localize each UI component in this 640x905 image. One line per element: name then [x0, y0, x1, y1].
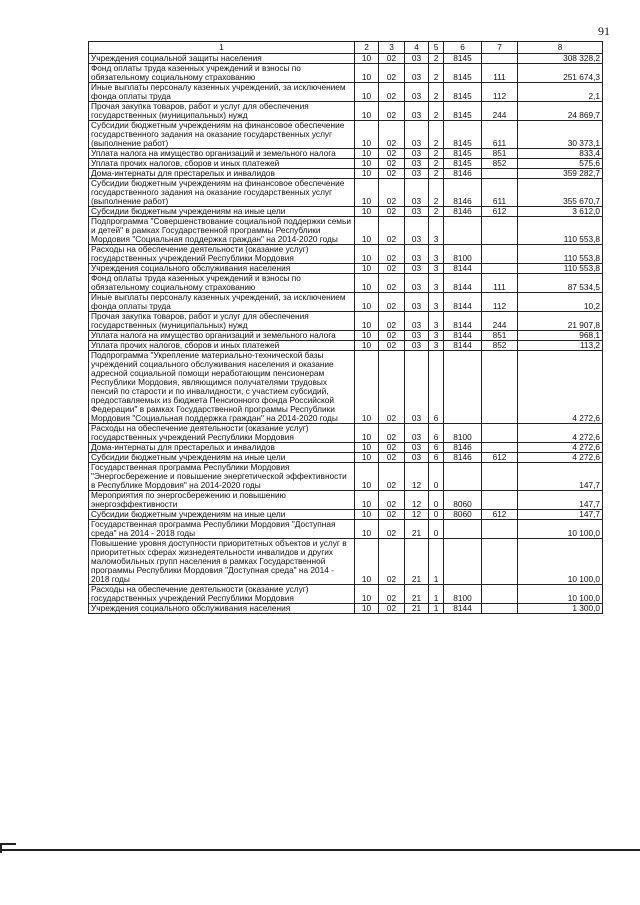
code-section: 10	[355, 463, 379, 491]
table-row	[89, 149, 603, 159]
code-subsection: 02	[379, 351, 405, 424]
code-expense-type: 611	[482, 179, 518, 207]
row-amount: 833,4	[518, 149, 603, 159]
code-subsection: 02	[379, 121, 405, 149]
row-name: Расходы на обеспечение деятельности (оказание услуг) государственных учреждений Республики Мордовия	[89, 424, 355, 443]
code-subprogram: 3	[429, 217, 444, 245]
code-expense-type: 851	[482, 149, 518, 159]
row-amount: 147,7	[518, 463, 603, 491]
row-amount: 4 272,6	[518, 424, 603, 443]
row-name: Расходы на обеспечение деятельности (оказание услуг) государственных учреждений Республики Мордовия	[89, 585, 355, 604]
table-row	[89, 510, 603, 520]
header-cell: 5	[429, 42, 444, 54]
row-name: Уплата прочих налогов, сборов и иных платежей	[89, 159, 355, 169]
code-item: 8144	[444, 341, 482, 351]
code-expense-type: 612	[482, 207, 518, 217]
code-item: 8144	[444, 604, 482, 614]
code-program: 03	[405, 149, 429, 159]
code-program: 03	[405, 121, 429, 149]
code-item: 8060	[444, 510, 482, 520]
table-row	[89, 245, 603, 264]
code-program: 03	[405, 245, 429, 264]
table-row	[89, 424, 603, 443]
code-subprogram: 2	[429, 159, 444, 169]
table-row	[89, 351, 603, 424]
code-section: 10	[355, 424, 379, 443]
code-subsection: 02	[379, 463, 405, 491]
code-program: 03	[405, 274, 429, 293]
row-amount: 110 553,8	[518, 264, 603, 274]
table-body	[89, 54, 603, 614]
table-row	[89, 207, 603, 217]
code-expense-type	[482, 424, 518, 443]
row-amount: 24 869,7	[518, 102, 603, 121]
code-section: 10	[355, 331, 379, 341]
code-section: 10	[355, 520, 379, 539]
code-item: 8144	[444, 331, 482, 341]
code-program: 03	[405, 64, 429, 83]
code-expense-type	[482, 264, 518, 274]
code-expense-type: 112	[482, 293, 518, 312]
code-expense-type	[482, 443, 518, 453]
code-program: 03	[405, 312, 429, 331]
code-item: 8100	[444, 585, 482, 604]
code-section: 10	[355, 83, 379, 102]
code-section: 10	[355, 54, 379, 64]
table-row	[89, 341, 603, 351]
code-subprogram: 6	[429, 453, 444, 463]
table-row	[89, 217, 603, 245]
code-subprogram: 0	[429, 463, 444, 491]
code-section: 10	[355, 274, 379, 293]
code-program: 03	[405, 83, 429, 102]
code-subprogram: 0	[429, 491, 444, 510]
code-item: 8146	[444, 179, 482, 207]
header-cell: 7	[482, 42, 518, 54]
code-subprogram: 2	[429, 149, 444, 159]
table-row	[89, 274, 603, 293]
code-section: 10	[355, 491, 379, 510]
code-subsection: 02	[379, 293, 405, 312]
code-subsection: 02	[379, 83, 405, 102]
code-item: 8060	[444, 491, 482, 510]
page-number: 91	[598, 24, 610, 38]
code-subsection: 02	[379, 443, 405, 453]
code-subprogram: 3	[429, 274, 444, 293]
code-program: 03	[405, 331, 429, 341]
code-item	[444, 351, 482, 424]
code-section: 10	[355, 169, 379, 179]
code-expense-type	[482, 169, 518, 179]
code-program: 12	[405, 491, 429, 510]
code-subsection: 02	[379, 341, 405, 351]
table-row	[89, 585, 603, 604]
code-section: 10	[355, 341, 379, 351]
code-subsection: 02	[379, 424, 405, 443]
code-subprogram: 1	[429, 539, 444, 585]
row-amount: 21 907,8	[518, 312, 603, 331]
code-item: 8145	[444, 102, 482, 121]
code-subprogram: 2	[429, 102, 444, 121]
header-row	[89, 42, 603, 54]
row-name: Иные выплаты персоналу казенных учреждений, за исключением фонда оплаты труда	[89, 83, 355, 102]
code-subprogram: 0	[429, 510, 444, 520]
code-expense-type: 244	[482, 312, 518, 331]
row-amount: 2,1	[518, 83, 603, 102]
code-item: 8146	[444, 207, 482, 217]
table-row	[89, 491, 603, 510]
code-item: 8100	[444, 245, 482, 264]
code-subprogram: 3	[429, 331, 444, 341]
code-expense-type	[482, 539, 518, 585]
code-section: 10	[355, 443, 379, 453]
code-subsection: 02	[379, 217, 405, 245]
row-amount: 87 534,5	[518, 274, 603, 293]
row-amount: 30 373,1	[518, 121, 603, 149]
code-subprogram: 3	[429, 341, 444, 351]
code-section: 10	[355, 207, 379, 217]
table-row	[89, 539, 603, 585]
code-expense-type	[482, 351, 518, 424]
code-section: 10	[355, 245, 379, 264]
code-section: 10	[355, 179, 379, 207]
code-subprogram: 2	[429, 179, 444, 207]
row-name: Субсидии бюджетным учреждениям на финансовое обеспечение государственного задания на оказание государственных услуг (выполнение работ)	[89, 179, 355, 207]
code-expense-type: 851	[482, 331, 518, 341]
code-subprogram: 2	[429, 207, 444, 217]
code-expense-type	[482, 217, 518, 245]
row-amount: 110 553,8	[518, 217, 603, 245]
code-subsection: 02	[379, 453, 405, 463]
code-item: 8146	[444, 443, 482, 453]
row-amount: 3 612,0	[518, 207, 603, 217]
row-name: Фонд оплаты труда казенных учреждений и взносы по обязательному социальному страхованию	[89, 64, 355, 83]
code-item	[444, 463, 482, 491]
code-expense-type: 852	[482, 159, 518, 169]
code-section: 10	[355, 293, 379, 312]
row-amount: 355 670,7	[518, 179, 603, 207]
code-program: 03	[405, 453, 429, 463]
code-section: 10	[355, 351, 379, 424]
code-item: 8145	[444, 54, 482, 64]
row-amount: 968,1	[518, 331, 603, 341]
table-row	[89, 312, 603, 331]
code-expense-type: 612	[482, 510, 518, 520]
code-program: 03	[405, 293, 429, 312]
header-cell: 3	[379, 42, 405, 54]
code-subsection: 02	[379, 539, 405, 585]
row-name: Подпрограмма "Совершенствование социальной поддержки семьи и детей" в рамках Государственной программы Республики Мордовия "Социальная поддержка граждан" на 2014-2020 годы	[89, 217, 355, 245]
code-item: 8145	[444, 64, 482, 83]
code-subsection: 02	[379, 264, 405, 274]
row-name: Дома-интернаты для престарелых и инвалидов	[89, 169, 355, 179]
code-subprogram: 1	[429, 585, 444, 604]
row-name: Субсидии бюджетным учреждениям на иные цели	[89, 207, 355, 217]
row-name: Учреждения социального обслуживания населения	[89, 604, 355, 614]
code-subsection: 02	[379, 491, 405, 510]
code-section: 10	[355, 585, 379, 604]
code-program: 21	[405, 539, 429, 585]
table-row	[89, 83, 603, 102]
code-item	[444, 539, 482, 585]
code-subsection: 02	[379, 331, 405, 341]
row-name: Учреждения социальной защиты населения	[89, 54, 355, 64]
code-subsection: 02	[379, 245, 405, 264]
row-amount: 575,6	[518, 159, 603, 169]
code-program: 03	[405, 341, 429, 351]
code-subprogram: 6	[429, 351, 444, 424]
table-row	[89, 64, 603, 83]
row-amount: 10 100,0	[518, 539, 603, 585]
row-amount: 251 674,3	[518, 64, 603, 83]
code-subsection: 02	[379, 312, 405, 331]
code-subsection: 02	[379, 604, 405, 614]
code-program: 21	[405, 604, 429, 614]
code-subprogram: 2	[429, 169, 444, 179]
code-expense-type	[482, 245, 518, 264]
row-name: Расходы на обеспечение деятельности (оказание услуг) государственных учреждений Республики Мордовия	[89, 245, 355, 264]
code-program: 03	[405, 443, 429, 453]
row-amount: 10 100,0	[518, 520, 603, 539]
code-program: 03	[405, 351, 429, 424]
table-row	[89, 264, 603, 274]
code-section: 10	[355, 510, 379, 520]
row-amount: 147,7	[518, 491, 603, 510]
table-row	[89, 102, 603, 121]
row-amount: 147,7	[518, 510, 603, 520]
scan-edge-line	[0, 849, 640, 851]
row-amount: 359 282,7	[518, 169, 603, 179]
code-program: 21	[405, 585, 429, 604]
code-subsection: 02	[379, 54, 405, 64]
table-row	[89, 293, 603, 312]
code-subsection: 02	[379, 520, 405, 539]
code-program: 03	[405, 179, 429, 207]
code-program: 03	[405, 264, 429, 274]
row-name: Государственная программа Республики Мордовия "Доступная среда" на 2014 - 2018 годы	[89, 520, 355, 539]
code-item: 8145	[444, 83, 482, 102]
code-item	[444, 217, 482, 245]
code-item: 8145	[444, 121, 482, 149]
header-cell: 6	[444, 42, 482, 54]
code-item: 8144	[444, 274, 482, 293]
code-item	[444, 520, 482, 539]
code-program: 03	[405, 169, 429, 179]
table-row	[89, 179, 603, 207]
header-cell: 4	[405, 42, 429, 54]
code-subprogram: 2	[429, 121, 444, 149]
code-section: 10	[355, 159, 379, 169]
code-subsection: 02	[379, 510, 405, 520]
row-amount: 4 272,6	[518, 443, 603, 453]
code-item: 8144	[444, 293, 482, 312]
code-subprogram: 6	[429, 443, 444, 453]
code-item: 8144	[444, 264, 482, 274]
scan-edge-mark	[0, 843, 16, 853]
row-name: Прочая закупка товаров, работ и услуг для обеспечения государственных (муниципальных) нужд	[89, 102, 355, 121]
code-program: 03	[405, 102, 429, 121]
code-section: 10	[355, 312, 379, 331]
row-name: Уплата прочих налогов, сборов и иных платежей	[89, 341, 355, 351]
header-cell: 8	[518, 42, 603, 54]
code-program: 03	[405, 159, 429, 169]
code-section: 10	[355, 121, 379, 149]
row-name: Повышение уровня доступности приоритетных объектов и услуг в приоритетных сферах жизнедеятельности инвалидов и других маломобильных групп населения в рамках Государственной программы Республики Мордовия "Доступная среда" на 2014 - 2018 годы	[89, 539, 355, 585]
row-name: Субсидии бюджетным учреждениям на финансовое обеспечение государственного задания на оказание государственных услуг (выполнение работ)	[89, 121, 355, 149]
code-subprogram: 2	[429, 54, 444, 64]
code-program: 03	[405, 207, 429, 217]
code-subsection: 02	[379, 102, 405, 121]
code-subprogram: 3	[429, 312, 444, 331]
table-row	[89, 331, 603, 341]
budget-table	[88, 41, 603, 614]
code-subsection: 02	[379, 207, 405, 217]
table-row	[89, 463, 603, 491]
row-name: Дома-интернаты для престарелых и инвалидов	[89, 443, 355, 453]
code-section: 10	[355, 539, 379, 585]
row-name: Субсидии бюджетным учреждениям на иные цели	[89, 453, 355, 463]
code-item: 8146	[444, 169, 482, 179]
code-item: 8100	[444, 424, 482, 443]
code-subprogram: 1	[429, 604, 444, 614]
code-subprogram: 6	[429, 424, 444, 443]
code-subprogram: 0	[429, 520, 444, 539]
table-row	[89, 520, 603, 539]
code-item: 8145	[444, 159, 482, 169]
code-expense-type: 112	[482, 83, 518, 102]
code-expense-type: 611	[482, 121, 518, 149]
header-cell: 1	[89, 42, 355, 54]
code-section: 10	[355, 64, 379, 83]
code-expense-type	[482, 491, 518, 510]
code-subprogram: 3	[429, 245, 444, 264]
code-expense-type	[482, 520, 518, 539]
code-section: 10	[355, 102, 379, 121]
code-subprogram: 2	[429, 83, 444, 102]
header-cell: 2	[355, 42, 379, 54]
code-expense-type	[482, 604, 518, 614]
row-name: Фонд оплаты труда казенных учреждений и взносы по обязательному социальному страхованию	[89, 274, 355, 293]
code-expense-type	[482, 54, 518, 64]
row-amount: 10 100,0	[518, 585, 603, 604]
code-program: 12	[405, 510, 429, 520]
table-row	[89, 604, 603, 614]
row-name: Субсидии бюджетным учреждениям на иные цели	[89, 510, 355, 520]
code-program: 21	[405, 520, 429, 539]
code-subsection: 02	[379, 169, 405, 179]
code-expense-type	[482, 463, 518, 491]
row-amount: 110 553,8	[518, 245, 603, 264]
code-expense-type: 111	[482, 274, 518, 293]
code-section: 10	[355, 149, 379, 159]
row-name: Уплата налога на имущество организаций и земельного налога	[89, 331, 355, 341]
row-name: Подпрограмма "Укрепление материально-технической базы учреждений социального обслуживания населения и оказание адресной социальной помощи неработающим пенсионерам Республики Мордовия, являющимся получателями трудовых пенсий по старости и по инвалидности, с участием субсидий, предоставляемых из бюджета Пенсионного фонда Российской Федерации" в рамках Государственной программы Республики Мордовия "Социальная поддержка граждан" на 2014-2020 годы	[89, 351, 355, 424]
row-amount: 308 328,2	[518, 54, 603, 64]
row-amount: 4 272,6	[518, 351, 603, 424]
code-subsection: 02	[379, 64, 405, 83]
row-name: Прочая закупка товаров, работ и услуг для обеспечения государственных (муниципальных) нужд	[89, 312, 355, 331]
code-program: 12	[405, 463, 429, 491]
code-section: 10	[355, 217, 379, 245]
table-row	[89, 443, 603, 453]
row-amount: 10,2	[518, 293, 603, 312]
row-name: Учреждения социального обслуживания населения	[89, 264, 355, 274]
row-name: Иные выплаты персоналу казенных учреждений, за исключением фонда оплаты труда	[89, 293, 355, 312]
table-row	[89, 453, 603, 463]
code-subsection: 02	[379, 149, 405, 159]
code-subprogram: 3	[429, 264, 444, 274]
row-name: Мероприятия по энергосбережению и повышению энергоэффективности	[89, 491, 355, 510]
row-name: Уплата налога на имущество организаций и земельного налога	[89, 149, 355, 159]
code-item: 8144	[444, 312, 482, 331]
code-program: 03	[405, 424, 429, 443]
row-amount: 4 272,6	[518, 453, 603, 463]
code-subsection: 02	[379, 585, 405, 604]
code-subsection: 02	[379, 159, 405, 169]
row-name: Государственная программа Республики Мордовия "Энергосбережение и повышение энергетической эффективности в Республике Мордовия" на 2014-2020 годы	[89, 463, 355, 491]
code-section: 10	[355, 604, 379, 614]
code-expense-type: 852	[482, 341, 518, 351]
table-row	[89, 121, 603, 149]
code-section: 10	[355, 453, 379, 463]
table-row	[89, 159, 603, 169]
code-subsection: 02	[379, 179, 405, 207]
code-section: 10	[355, 264, 379, 274]
code-subprogram: 2	[429, 64, 444, 83]
table-row	[89, 169, 603, 179]
row-amount: 1 300,0	[518, 604, 603, 614]
code-expense-type: 612	[482, 453, 518, 463]
code-expense-type: 111	[482, 64, 518, 83]
code-expense-type: 244	[482, 102, 518, 121]
code-program: 03	[405, 217, 429, 245]
code-expense-type	[482, 585, 518, 604]
code-subprogram: 3	[429, 293, 444, 312]
code-subsection: 02	[379, 274, 405, 293]
code-program: 03	[405, 54, 429, 64]
code-item: 8146	[444, 453, 482, 463]
code-item: 8145	[444, 149, 482, 159]
row-amount: 113,2	[518, 341, 603, 351]
table-row	[89, 54, 603, 64]
